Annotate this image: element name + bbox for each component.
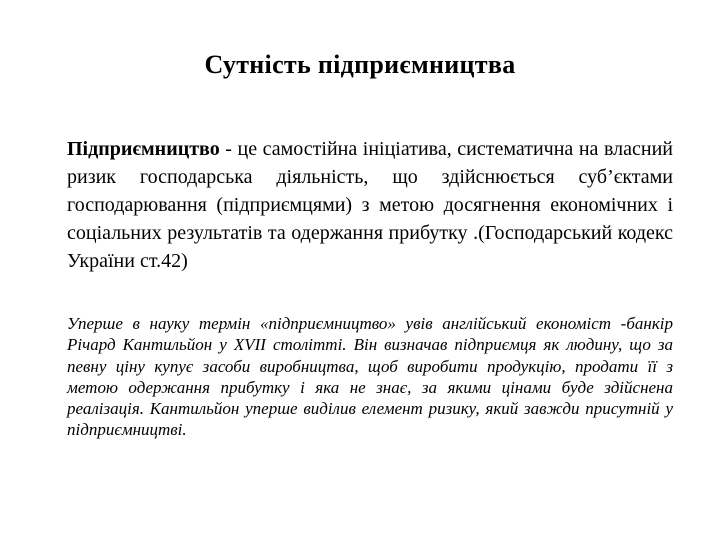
definition-text: - це самостійна ініціатива, систематична на власний ризик господарська діяльність, що здійснюється суб’єктами господарювання (підприємцями) з метою досягнення економічних і соціальних результатів та одержання прибутку .(Господарський кодекс України ст.42) [67, 138, 673, 272]
slide-title: Сутність підприємництва [204, 50, 516, 79]
definition-term: Підприємництво [67, 138, 220, 160]
history-paragraph: Уперше в науку термін «підприємництво» увів англійський економіст -банкір Річард Кантильйон у XVII столітті. Він визначав підприємця як людину, що за певну ціну купує засоби виробництва, щоб виробити продукцію, продати її з метою одержання прибутку і яка не знає, за якими цінами буде здійснена реалізація. Кантильйон уперше виділив елемент ризику, який завжди присутній у підприємництві. [67, 314, 673, 440]
definition-paragraph [67, 135, 673, 275]
